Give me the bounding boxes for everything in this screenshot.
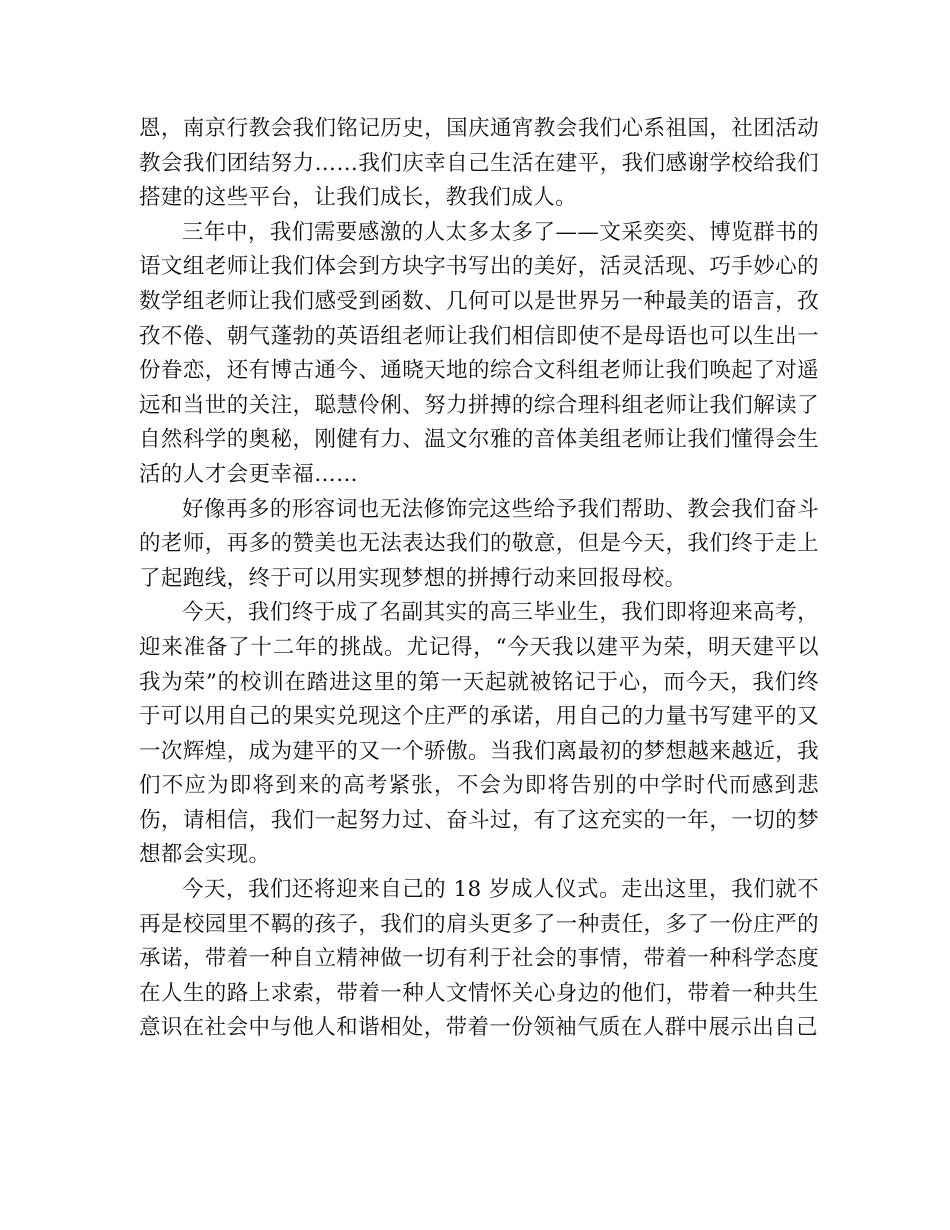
paragraph-4: 今天，我们终于成了名副其实的高三毕业生，我们即将迎来高考，迎来准备了十二年的挑战。尤记得，“今天我以建平为荣，明天建平以我为荣”的校训在踏进这里的第一天起就被铭记于心，而今天，我们终于可以用自己的果实兑现这个庄严的承诺，用自己的力量书写建平的又一次辉煌，成为建平的又一个骄傲。当我们离最初的梦想越来越近，我们不应为即将到来的高考紧张，不会为即将告别的中学时代而感到悲伤，请相信，我们一起努力过、奋斗过，有了这充实的一年，一切的梦想都会实现。: [139, 600, 819, 868]
paragraph-2: 三年中，我们需要感激的人太多太多了——文采奕奕、博览群书的语文组老师让我们体会到方块字书写出的美好，活灵活现、巧手妙心的数学组老师让我们感受到函数、几何可以是世界另一种最美的语言，孜孜不倦、朝气蓬勃的英语组老师让我们相信即使不是母语也可以生出一份眷恋，还有博古通今、通晓天地的综合文科组老师让我们唤起了对遥远和当世的关注，聪慧伶俐、努力拼搏的综合理科组老师让我们解读了自然科学的奥秘，刚健有力、温文尔雅的音体美组老师让我们懂得会生活的人才会更幸福……: [139, 219, 819, 487]
paragraph-5: 今天，我们还将迎来自己的 18 岁成人仪式。走出这里，我们就不再是校园里不羁的孩子，我们的肩头更多了一种责任，多了一份庄严的承诺，带着一种自立精神做一切有利于社会的事情，带着一种科学态度在人生的路上求索，带着一种人文情怀关心身边的他们，带着一种共生意识在社会中与他人和谐相处，带着一份领袖气质在人群中展示出自己: [139, 877, 819, 1041]
document-body: [139, 112, 819, 1046]
paragraph-1: 恩，南京行教会我们铭记历史，国庆通宵教会我们心系祖国，社团活动教会我们团结努力……我们庆幸自己生活在建平，我们感谢学校给我们搭建的这些平台，让我们成长，教我们成人。: [139, 116, 819, 211]
paragraph-3: 好像再多的形容词也无法修饰完这些给予我们帮助、教会我们奋斗的老师，再多的赞美也无法表达我们的敬意，但是今天，我们终于走上了起跑线，终于可以用实现梦想的拼搏行动来回报母校。: [139, 496, 819, 591]
